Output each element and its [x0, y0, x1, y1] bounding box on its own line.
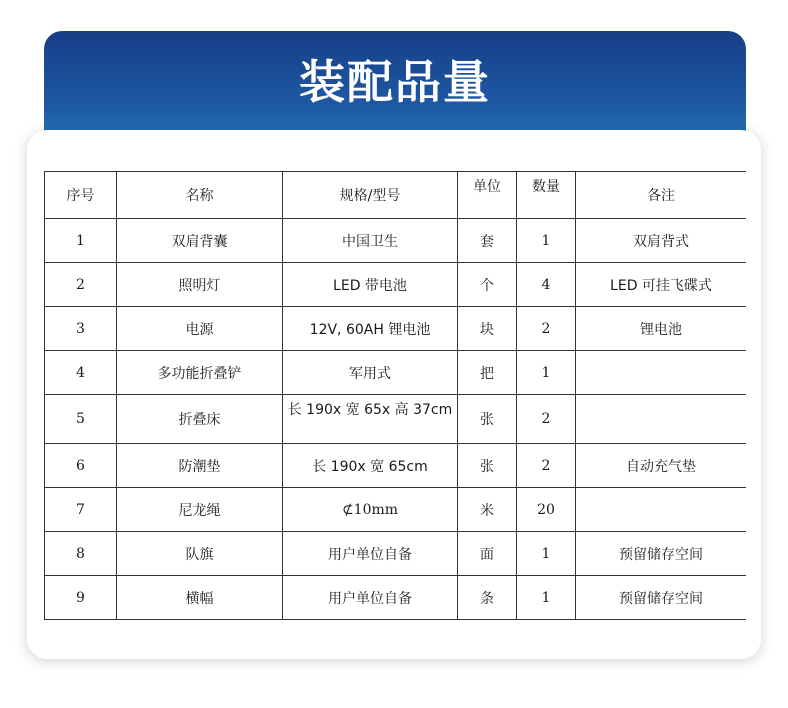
- cell-spec: 军用式: [283, 351, 458, 395]
- cell-index: 3: [45, 307, 117, 351]
- cell-name: 尼龙绳: [117, 488, 283, 532]
- cell-name: 横幅: [117, 576, 283, 620]
- cell-remarks: [576, 395, 747, 444]
- header-spec: 规格/型号: [283, 172, 458, 219]
- cell-remarks: [576, 351, 747, 395]
- cell-quantity: 2: [517, 444, 576, 488]
- cell-index: 5: [45, 395, 117, 444]
- cell-spec: 长 190x 宽 65x 高 37cm: [283, 395, 458, 444]
- table-row: [45, 219, 747, 263]
- cell-index: 6: [45, 444, 117, 488]
- cell-spec: 中国卫生: [283, 219, 458, 263]
- header-unit: 单位: [458, 172, 517, 219]
- cell-name: 防潮垫: [117, 444, 283, 488]
- cell-quantity: 2: [517, 307, 576, 351]
- page-title: 装配品量: [299, 55, 491, 109]
- cell-unit: 面: [458, 532, 517, 576]
- cell-unit: 把: [458, 351, 517, 395]
- cell-remarks: 预留储存空间: [576, 576, 747, 620]
- cell-index: 1: [45, 219, 117, 263]
- table-row: [45, 351, 747, 395]
- cell-spec: ⊄10mm: [283, 488, 458, 532]
- cell-spec: 用户单位自备: [283, 532, 458, 576]
- header-remarks: 各注: [576, 172, 747, 219]
- cell-unit: 套: [458, 219, 517, 263]
- cell-name: 照明灯: [117, 263, 283, 307]
- table-header-row: [45, 172, 747, 219]
- cell-spec: 12V, 60AH 锂电池: [283, 307, 458, 351]
- cell-remarks: LED 可挂飞碟式: [576, 263, 747, 307]
- header-quantity: 数量: [517, 172, 576, 219]
- cell-quantity: 1: [517, 351, 576, 395]
- table-row: [45, 488, 747, 532]
- equipment-table: [44, 171, 746, 620]
- cell-quantity: 1: [517, 532, 576, 576]
- cell-index: 2: [45, 263, 117, 307]
- cell-unit: 条: [458, 576, 517, 620]
- cell-index: 9: [45, 576, 117, 620]
- cell-name: 双肩背囊: [117, 219, 283, 263]
- cell-name: 电源: [117, 307, 283, 351]
- cell-remarks: 双肩背式: [576, 219, 747, 263]
- cell-quantity: 20: [517, 488, 576, 532]
- cell-unit: 米: [458, 488, 517, 532]
- table-container: [44, 171, 746, 620]
- table-row: [45, 444, 747, 488]
- cell-name: 多功能折叠铲: [117, 351, 283, 395]
- header-name: 名称: [117, 172, 283, 219]
- cell-index: 7: [45, 488, 117, 532]
- cell-index: 8: [45, 532, 117, 576]
- cell-name: 队旗: [117, 532, 283, 576]
- table-row: [45, 307, 747, 351]
- cell-unit: 张: [458, 444, 517, 488]
- cell-spec: 用户单位自备: [283, 576, 458, 620]
- cell-index: 4: [45, 351, 117, 395]
- cell-remarks: 预留储存空间: [576, 532, 747, 576]
- table-row: [45, 576, 747, 620]
- cell-quantity: 1: [517, 576, 576, 620]
- cell-quantity: 4: [517, 263, 576, 307]
- cell-name: 折叠床: [117, 395, 283, 444]
- table-row: [45, 395, 747, 444]
- cell-spec: 长 190x 宽 65cm: [283, 444, 458, 488]
- cell-unit: 张: [458, 395, 517, 444]
- cell-spec: LED 带电池: [283, 263, 458, 307]
- cell-remarks: 自动充气垫: [576, 444, 747, 488]
- cell-remarks: 锂电池: [576, 307, 747, 351]
- cell-remarks: [576, 488, 747, 532]
- cell-quantity: 1: [517, 219, 576, 263]
- cell-quantity: 2: [517, 395, 576, 444]
- table-row: [45, 263, 747, 307]
- cell-unit: 个: [458, 263, 517, 307]
- cell-unit: 块: [458, 307, 517, 351]
- table-row: [45, 532, 747, 576]
- header-index: 序号: [45, 172, 117, 219]
